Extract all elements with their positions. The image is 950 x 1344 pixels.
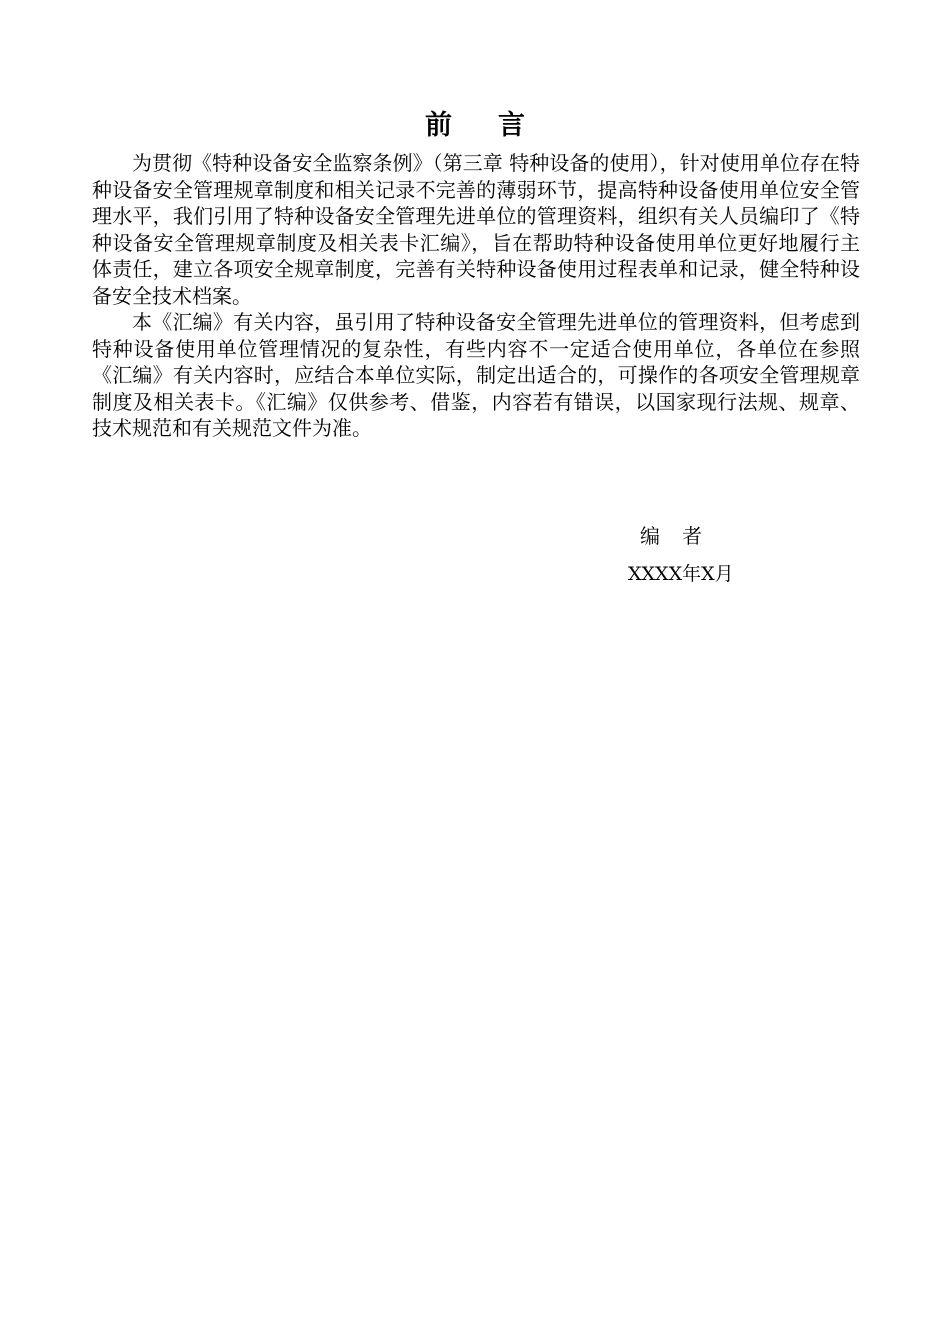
paragraph-1: 为贯彻《特种设备安全监察条例》（第三章 特种设备的使用），针对使用单位存在特种设备安全管理规章制度和相关记录不完善的薄弱环节，提高特种设备使用单位安全管理水平，我们引用了特种设备安全管理先进单位的管理资料，组织有关人员编印了《特种设备安全管理规章制度及相关表卡汇编》，旨在帮助特种设备使用单位更好地履行主体责任，建立各项安全规章制度，完善有关特种设备使用过程表单和记录，健全特种设备安全技术档案。 (92, 151, 860, 308)
paragraph-2: 本《汇编》有关内容，虽引用了特种设备安全管理先进单位的管理资料，但考虑到特种设备使用单位管理情况的复杂性，有些内容不一定适合使用单位，各单位在参照《汇编》有关内容时，应结合本单位实际，制定出适合的，可操作的各项安全管理规章制度及相关表卡。《汇编》仅供参考、借鉴，内容若有错误，以国家现行法规、规章、技术规范和有关规范文件为准。 (92, 310, 860, 440)
signature-block (628, 522, 828, 588)
body-text (92, 150, 860, 442)
page-title: 前言 (425, 110, 571, 141)
date-label: XXXX年X月 (628, 563, 734, 585)
author-label: 编者 (640, 524, 724, 548)
